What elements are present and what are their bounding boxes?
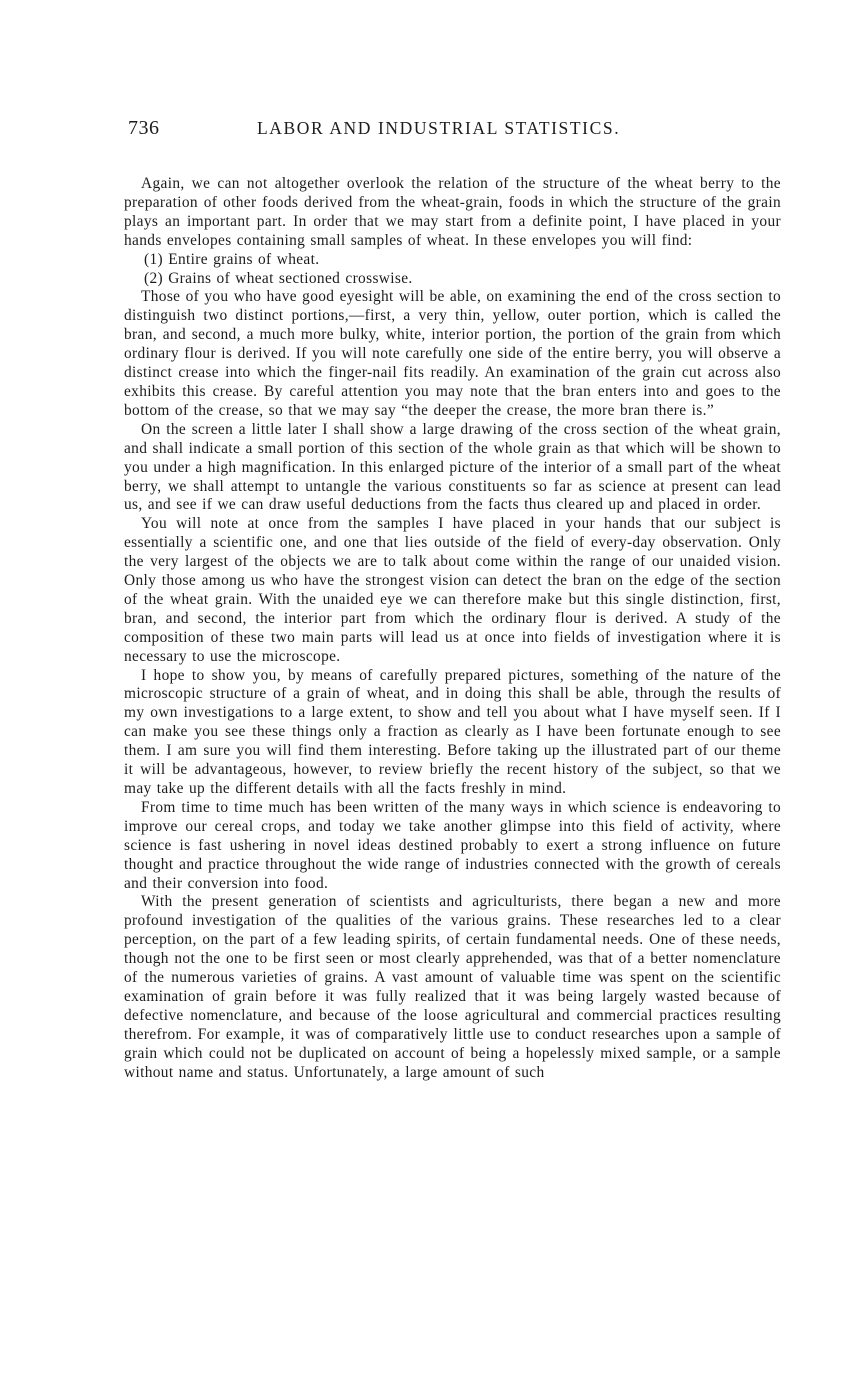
paragraph-eyesight: Those of you who have good eyesight will be able, on examining the end of the cross section to distinguish two distinct portions,—first, a very thin, yellow, outer portion, which is called the bran, and second, a much more bulky, white, interior portion, the portion of the grain from which ordinary flour is derived. If you will note carefully one side of the entire berry, you will observe a distinct crease into which the finger-nail fits readily. An examination of the grain cut across also exhibits this crease. By careful attention you may note that the bran enters into and goes to the bottom of the crease, so that we may say “the deeper the crease, the more bran there is.” (124, 288, 781, 419)
paragraph-screen-drawing: On the screen a little later I shall show a large drawing of the cross section of the wheat grain, and shall indicate a small portion of this section of the whole grain as that which will be shown to you under a high magnification. In this enlarged picture of the interior of a small part of the wheat berry, we shall attempt to untangle the various constituents so far as science at present can lead us, and see if we can draw useful deductions from the facts thus cleared up and placed in order. (124, 420, 781, 514)
body-text (124, 175, 781, 1083)
paragraph-nomenclature: With the present generation of scientists and agriculturists, there began a new and more profound investigation of the qualities of the various grains. These researches led to a clear perception, on the part of a few leading spirits, of certain fundamental needs. One of these needs, though not the one to be first seen or most clearly apprehended, was that of a better nomenclature of the numerous varieties of grains. A vast amount of valuable time was spent on the scientific examination of grain before it was fully realized that it was being largely wasted because of defective nomenclature, and because of the loose agricultural and commercial practices resulting therefrom. For example, it was of comparatively little use to conduct researches upon a sample of grain which could not be duplicated on account of being a hopelessly mixed sample, or a sample without name and status. Unfortunately, a large amount of such (124, 893, 781, 1081)
paragraph-pictures: I hope to show you, by means of carefully prepared pictures, something of the nature of the microscopic structure of a grain of wheat, and in doing this shall be able, through the results of my own investigations to a large extent, to show and tell you about what I have myself seen. If I can make you see these things only a fraction as clearly as I have been fortunate enough to see them. I am sure you will find them interesting. Before taking up the illustrated part of our theme it will be advantageous, however, to review briefly the recent history of the subject, so that we may take up the different details with all the facts freshly in mind. (124, 666, 781, 797)
paragraph-cereal-crops: From time to time much has been written of the many ways in which science is endeavoring to improve our cereal crops, and today we take another glimpse into this field of activity, where science is fast ushering in novel ideas destined probably to exert a strong influence on future thought and practice throughout the wide range of industries connected with the growth of cereals and their conversion into food. (124, 798, 781, 892)
page-number: 736 (128, 117, 160, 139)
paragraph-structure-intro: Again, we can not altogether overlook the relation of the structure of the wheat berry to the preparation of other foods derived from the wheat-grain, foods in which the structure of the grain plays an important part. In order that we may start from a definite point, I have placed in your hands envelopes containing small samples of wheat. In these envelopes you will find: (124, 175, 781, 249)
page-header (128, 117, 788, 143)
running-head: LABOR AND INDUSTRIAL STATISTICS. (257, 118, 621, 138)
list-item-entire-grains: (1) Entire grains of wheat. (144, 250, 320, 268)
paragraph-scientific-subject: You will note at once from the samples I have placed in your hands that our subject is essentially a scientific one, and one that lies outside of the field of every-day observation. Only the very largest of the objects we are to talk about come within the range of our unaided vision. Only those among us who have the strongest vision can detect the bran on the edge of the section of the wheat grain. With the unaided eye we can therefore make but this single distinction, first, bran, and second, the interior part from which the ordinary flour is derived. A study of the composition of these two main parts will lead us at once into fields of investigation where it is necessary to use the microscope. (124, 515, 781, 665)
list-item-sectioned-grains: (2) Grains of wheat sectioned crosswise. (144, 269, 413, 287)
